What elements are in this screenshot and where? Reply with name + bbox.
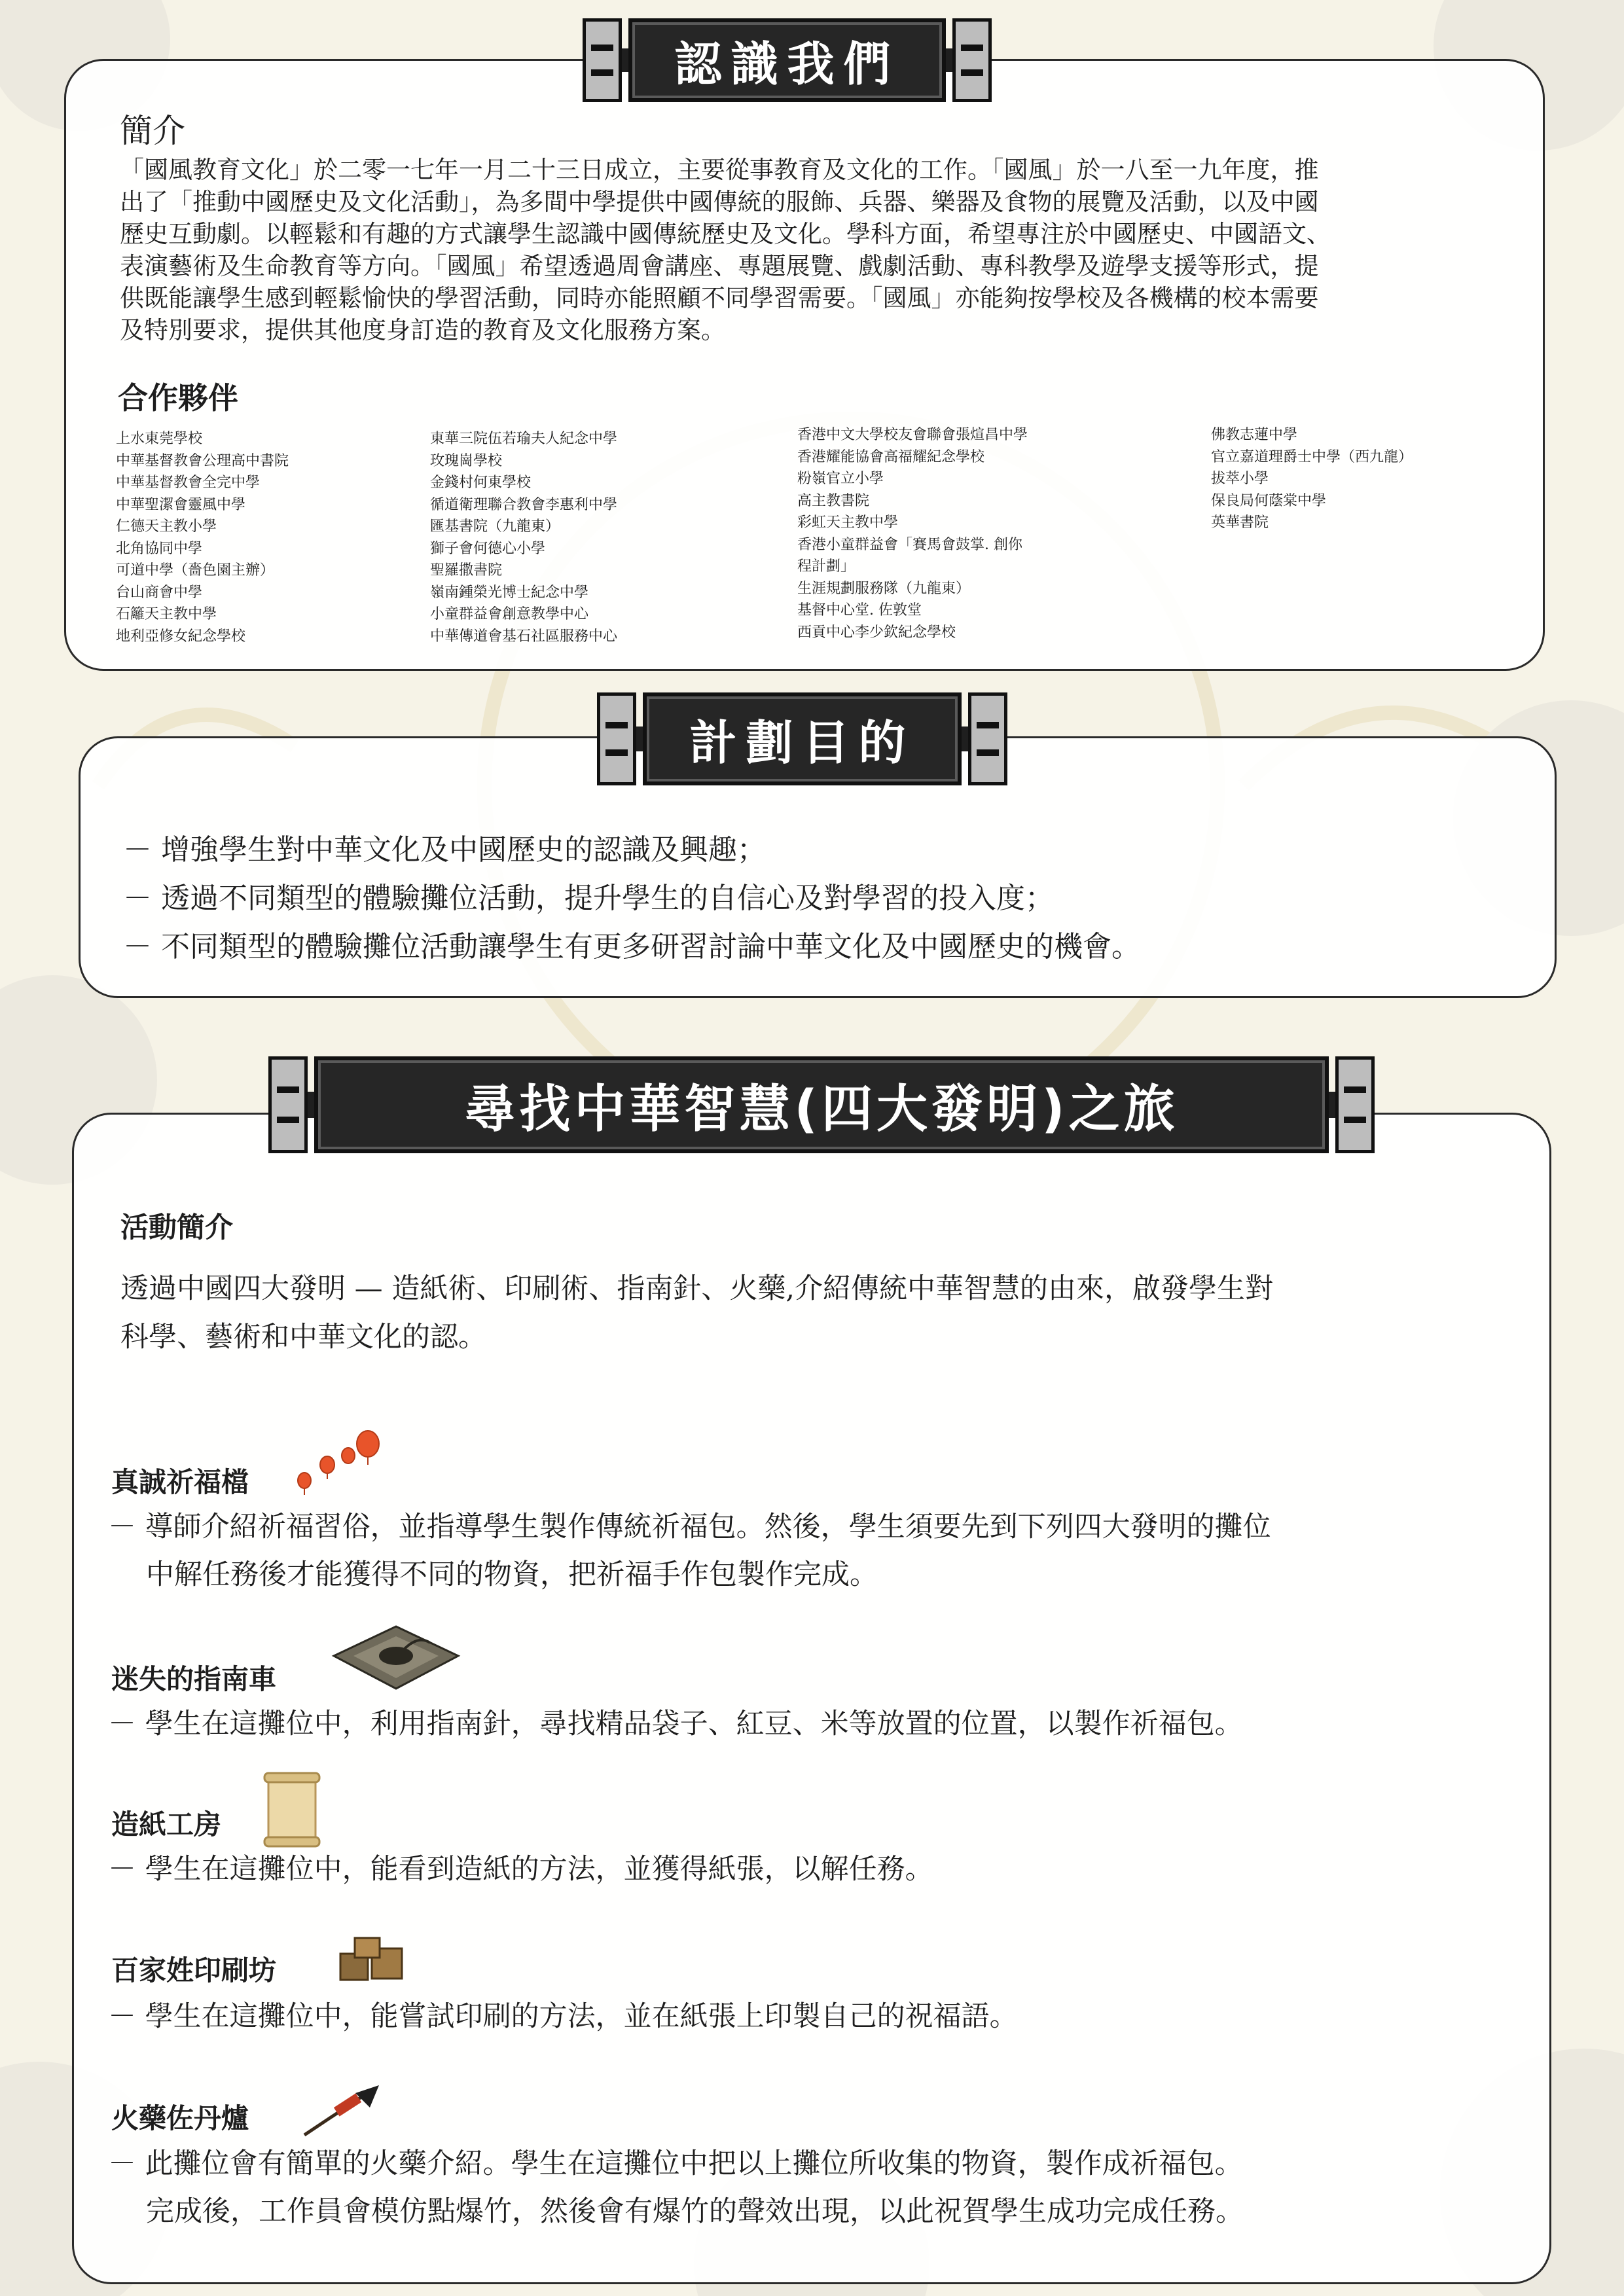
intro-line: 供既能讓學生感到輕鬆愉快的學習活動，同時亦能照顧不同學習需要。「國風」亦能夠按學校及各機構的校本需要 [120, 284, 1319, 312]
partner-item: 香港耀能協會高福耀紀念學校 [797, 448, 985, 465]
aim-item-3: － 不同類型的體驗攤位活動讓學生有更多研習討論中華文化及中國歷史的機會。 [123, 930, 1140, 963]
partner-item: 可道中學（嗇色園主辦） [116, 562, 275, 579]
journey-banner-title: 尋找中華智慧(四大發明)之旅 [314, 1056, 1329, 1153]
station-line: － 導師介紹祈福習俗，並指導學生製作傳統祈福包。然後，學生須要先到下列四大發明的攤位 [108, 1511, 1271, 1543]
station-line: 中解任務後才能獲得不同的物資，把祈福手作包製作完成。 [146, 1558, 878, 1591]
partner-item: 台山商會中學 [116, 584, 203, 601]
about-banner [583, 18, 992, 102]
partner-item: 基督中心堂. 佐敦堂 [797, 602, 922, 619]
aims-banner [597, 692, 1007, 785]
partner-column-3 [797, 424, 1028, 643]
station-title-gunpowder: 火藥佐丹爐 [111, 2102, 249, 2134]
about-banner-title: 認識我們 [628, 18, 946, 102]
station-title-blessing: 真誠祈福檔 [111, 1466, 249, 1498]
summary-line: 科學、藝術和中華文化的認。 [120, 1321, 486, 1354]
lantern-icon [288, 1427, 393, 1499]
station-text-blessing [108, 1503, 1271, 1599]
intro-line: 表演藝術及生命教育等方向。「國風」希望透過周會講座、專題展覽、戲劇活動、專科教學及遊學支援等形式，提 [120, 252, 1319, 280]
station-title-paper: 造紙工房 [111, 1808, 222, 1840]
summary-paragraph [120, 1265, 1273, 1361]
station-text-printing [108, 1993, 1018, 2041]
station-line: － 學生在這攤位中，利用指南針，尋找精品袋子、紅豆、米等放置的位置，以製作祈福包。 [108, 1708, 1243, 1740]
station-text-paper [108, 1846, 933, 1893]
station-line: － 此攤位會有簡單的火藥介紹。學生在這攤位中把以上攤位所收集的物資，製作成祈福包。 [108, 2147, 1243, 2180]
station-line: － 學生在這攤位中，能嘗試印刷的方法，並在紙張上印製自己的祝福語。 [108, 2000, 1018, 2033]
partner-item: 中華基督教會全完中學 [116, 475, 261, 491]
partner-item: 北角協同中學 [116, 540, 203, 557]
partner-item: 彩虹天主教中學 [797, 514, 899, 531]
partner-item: 英華書院 [1211, 514, 1269, 531]
station-text-compass [108, 1700, 1243, 1748]
station-text-gunpowder [108, 2140, 1244, 2236]
summary-heading: 活動簡介 [120, 1211, 233, 1244]
partner-item: 佛教志蓮中學 [1211, 427, 1298, 443]
partner-item: 獅子會何德心小學 [430, 540, 546, 557]
partner-item: 嶺南鍾榮光博士紀念中學 [430, 584, 589, 601]
aim-item-1: － 增強學生對中華文化及中國歷史的認識及興趣； [123, 833, 766, 867]
partner-item: 高主教書院 [797, 492, 870, 509]
station-title-printing: 百家姓印刷坊 [111, 1954, 277, 1986]
partner-column-1 [116, 428, 289, 647]
aim-item-2: － 透過不同類型的體驗攤位活動，提升學生的自信心及對學習的投入度； [123, 882, 1054, 915]
partner-item: 保良局何蔭棠中學 [1211, 492, 1327, 509]
partner-item: 聖羅撒書院 [430, 562, 503, 579]
partner-column-4 [1211, 424, 1413, 534]
station-line: － 學生在這攤位中，能看到造紙的方法，並獲得紙張，以解任務。 [108, 1853, 933, 1886]
station-line: 完成後，工作員會模仿點爆竹，然後會有爆竹的聲效出現，以此祝賀學生成功完成任務。 [146, 2195, 1244, 2228]
partner-item: 香港中文大學校友會聯會張煊昌中學 [797, 427, 1028, 443]
printing-block-icon [335, 1934, 408, 1993]
partner-item: 程計劃」 [797, 558, 856, 575]
partner-item: 金錢村何東學校 [430, 475, 532, 491]
partner-item: 東華三院伍若瑜夫人紀念中學 [430, 431, 618, 447]
intro-line: 出了「推動中國歷史及文化活動」，為多間中學提供中國傳統的服飾、兵器、樂器及食物的展覽及活動，以及中國 [120, 188, 1319, 216]
partner-item: 香港小童群益會「賽馬會鼓掌. 創你 [797, 536, 1022, 553]
compass-icon [331, 1623, 461, 1692]
partner-item: 仁德天主教小學 [116, 518, 217, 535]
partner-item: 匯基書院（九龍東） [430, 518, 560, 535]
partner-item: 小童群益會創意教學中心 [430, 606, 589, 622]
partner-item: 中華基督教會公理高中書院 [116, 452, 289, 469]
partner-item: 玫瑰崗學校 [430, 452, 503, 469]
intro-heading: 簡介 [120, 112, 185, 150]
partner-column-2 [430, 428, 617, 647]
partner-item: 石籬天主教中學 [116, 606, 217, 622]
partner-item: 地利亞修女紀念學校 [116, 628, 246, 645]
partner-item: 拔萃小學 [1211, 471, 1269, 487]
partner-item: 粉嶺官立小學 [797, 471, 884, 487]
station-title-compass: 迷失的指南車 [111, 1663, 277, 1695]
partners-heading: 合作夥伴 [118, 380, 238, 416]
aims-banner-title: 計劃目的 [643, 692, 962, 785]
partner-item: 西貢中心李少欽紀念學校 [797, 624, 956, 641]
partner-item: 循道衛理聯合教會李惠利中學 [430, 496, 618, 513]
intro-line: 歷史互動劇。以輕鬆和有趣的方式讓學生認識中國傳統歷史及文化。學科方面，希望專注於中國歷史、中國語文、 [120, 220, 1331, 248]
journey-banner [268, 1056, 1375, 1153]
intro-line: 及特別要求，提供其他度身訂造的教育及文化服務方案。 [120, 316, 725, 344]
partner-item: 中華傳道會基石社區服務中心 [430, 628, 618, 645]
partner-item: 官立嘉道理爵士中學（西九龍） [1211, 448, 1413, 465]
partner-item: 上水東莞學校 [116, 431, 203, 447]
summary-line: 透過中國四大發明 — 造紙術、印刷術、指南針、火藥,介紹傳統中華智慧的由來，啟發學生對 [120, 1272, 1274, 1305]
partner-item: 中華聖潔會靈風中學 [116, 496, 246, 513]
firework-rocket-icon [298, 2081, 383, 2140]
paper-scroll-icon [262, 1770, 322, 1849]
partner-item: 生涯規劃服務隊（九龍東） [797, 580, 971, 597]
intro-line: 「國風教育文化」於二零一七年一月二十三日成立，主要從事教育及文化的工作。「國風」於一八至一九年度，推 [120, 156, 1319, 184]
intro-paragraph [120, 154, 1331, 346]
